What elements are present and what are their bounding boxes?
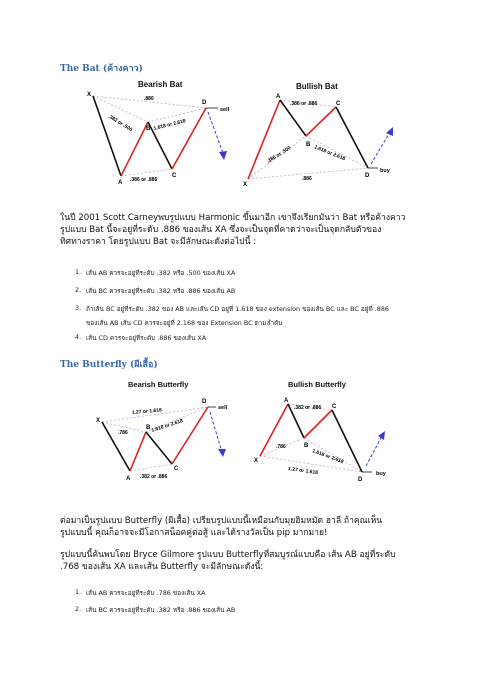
svg-text:.386 or .500: .386 or .500 <box>265 145 293 165</box>
svg-text:A: A <box>118 180 123 186</box>
svg-text:C: C <box>174 466 179 472</box>
svg-text:sell: sell <box>220 107 230 113</box>
leg-ab <box>121 122 148 176</box>
svg-text:1.618 or 2.618: 1.618 or 2.618 <box>313 144 346 163</box>
svg-text:.386 or .886: .386 or .886 <box>290 101 318 107</box>
leg-cd <box>172 108 206 169</box>
butterfly-intro-paragraph: ต่อมาเป็นรูปแบบ Butterfly (ผีเสื้อ) เปรียบรูปแบบนี้เหมือนกับมุยฮิมหมัด ฮาลี ถ้าคุณเห็น รูปแบบนี้ คุณก็อาจจะมีโอกาสน็อคคู่ต่อสู้ และได้รางวัลเป็น pip มากมาย! <box>60 516 383 538</box>
svg-text:.886: .886 <box>144 96 154 102</box>
svg-text:C: C <box>336 101 341 107</box>
reversal-arrow <box>208 112 224 156</box>
heading-bat: The Bat (ค้างคาว) <box>60 64 143 74</box>
leg-xa <box>93 96 121 176</box>
svg-text:D: D <box>358 477 363 483</box>
svg-text:C: C <box>332 404 337 410</box>
svg-text:X: X <box>243 182 248 188</box>
svg-text:D: D <box>365 173 370 179</box>
svg-text:.386 or .886: .386 or .886 <box>130 177 158 183</box>
svg-text:A: A <box>126 476 131 482</box>
svg-text:1.618 or 2.618: 1.618 or 2.618 <box>150 418 184 434</box>
svg-text:X: X <box>254 458 259 464</box>
bearish-bat-diagram <box>84 76 244 192</box>
svg-text:.382 or .886: .382 or .886 <box>140 474 168 480</box>
svg-text:1.27 or 1.618: 1.27 or 1.618 <box>131 407 163 416</box>
svg-text:B: B <box>146 126 151 132</box>
svg-text:Bearish Butterfly: Bearish Butterfly <box>128 380 189 389</box>
bullish-bat-diagram <box>240 76 400 192</box>
svg-text:.382 or .500: .382 or .500 <box>106 113 134 134</box>
svg-text:.786: .786 <box>118 430 128 436</box>
svg-text:D: D <box>202 399 207 405</box>
bearish-bat-title: Bearish Bat <box>138 80 183 89</box>
svg-text:.382 or .886: .382 or .886 <box>294 405 322 411</box>
svg-text:X: X <box>87 92 92 98</box>
svg-text:D: D <box>202 100 207 106</box>
bearish-butterfly-diagram <box>88 374 248 486</box>
svg-text:1.618 or 2.618: 1.618 or 2.618 <box>311 448 345 466</box>
svg-text:A: A <box>284 398 289 404</box>
svg-text:.886: .886 <box>302 176 312 182</box>
svg-text:1.27 or 1.618: 1.27 or 1.618 <box>287 466 319 477</box>
svg-text:.786: .786 <box>276 444 286 450</box>
bullish-bat-title: Bullish Bat <box>296 82 338 91</box>
bat-intro-paragraph: ในปี 2001 Scott Carneyพบรูปแบบ Harmonic ขึ้นมาอีก เขาจึงเรียกมันว่า Bat หรือค้างคาว รูปแบบ Bat นี้จะอยู่ที่ระดับ .886 ของเส้น XA ซึ่งจะเป็นจุดที่คาดว่าจะเป็นจุดกลับตัวของ ทิศทางราคา โดยรูปแบบ Bat จะมีลักษณะดังต่อไปนี้ : <box>60 213 406 247</box>
svg-text:A: A <box>276 94 281 100</box>
svg-text:Bullish Butterfly: Bullish Butterfly <box>288 380 346 389</box>
svg-text:C: C <box>172 173 177 179</box>
svg-text:X: X <box>96 418 101 424</box>
svg-text:buy: buy <box>376 471 386 477</box>
svg-text:B: B <box>304 443 309 449</box>
svg-text:B: B <box>306 142 311 148</box>
heading-butterfly: The Butterfly (ผีเสื้อ) <box>60 360 158 370</box>
bullish-butterfly-diagram <box>248 374 408 486</box>
butterfly-rules-paragraph: รูปแบบนี้ค้นพบโดย Bryce Gilmore รูปแบบ Butterflyที่สมบูรณ์แบบคือ เส้น AB อยู่ที่ระดับ .768 ของเส้น XA และเส้น Butterfly จะมีลักษณะดังนี้: <box>60 550 396 572</box>
svg-text:B: B <box>146 425 151 431</box>
svg-text:buy: buy <box>380 168 390 174</box>
svg-text:1.618 or 2.618: 1.618 or 2.618 <box>153 118 187 132</box>
svg-text:sell: sell <box>218 405 228 411</box>
